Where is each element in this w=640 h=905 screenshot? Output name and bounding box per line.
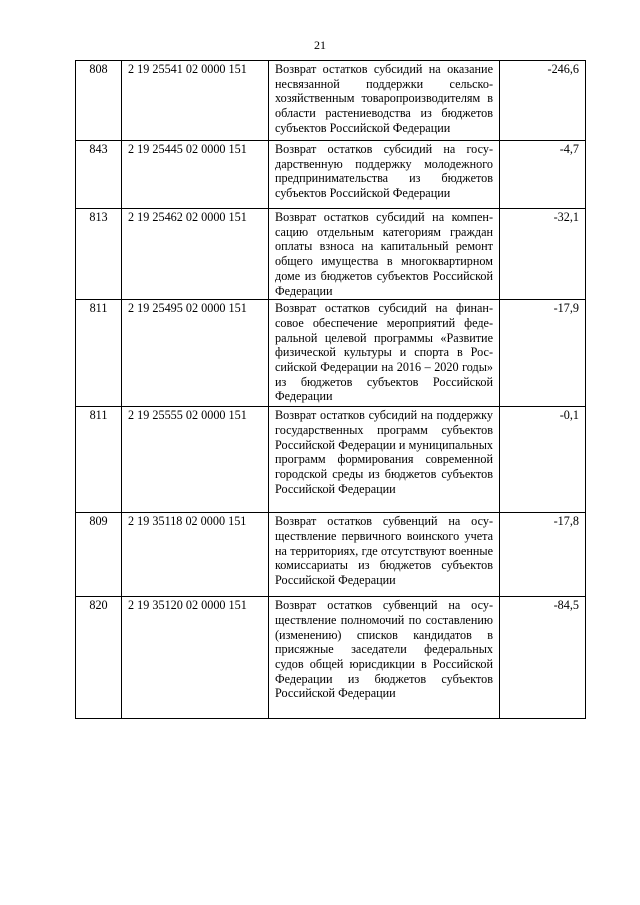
- table-row: [76, 61, 586, 141]
- budget-classification-code-cell: 2 19 25445 02 0000 151: [122, 141, 269, 209]
- budget-classification-code-cell: 2 19 25555 02 0000 151: [122, 407, 269, 513]
- table-row: [76, 300, 586, 407]
- budget-classification-code-cell: 2 19 35118 02 0000 151: [122, 513, 269, 597]
- table-row: [76, 209, 586, 300]
- budget-classification-code-cell: 2 19 25541 02 0000 151: [122, 61, 269, 141]
- budget-classification-code-cell: 2 19 25495 02 0000 151: [122, 300, 269, 407]
- amount-cell: -246,6: [500, 61, 586, 141]
- table-row: [76, 141, 586, 209]
- page-number: 21: [314, 38, 326, 52]
- revenue-name-cell: Возврат остатков субсидий на государственную поддержку молодежного предпринимательства из бюджетов субъектов Российской Федерации: [269, 141, 500, 209]
- admin-code-cell: 843: [76, 141, 122, 209]
- amount-cell: -84,5: [500, 597, 586, 719]
- admin-code-cell: 811: [76, 407, 122, 513]
- budget-classification-code-cell: 2 19 25462 02 0000 151: [122, 209, 269, 300]
- admin-code-cell: 808: [76, 61, 122, 141]
- admin-code-cell: 811: [76, 300, 122, 407]
- table-row: [76, 597, 586, 719]
- budget-table: [75, 60, 586, 719]
- revenue-name-cell: Возврат остатков субсидий на поддержку государственных программ субъектов Российской Федерации и муниципальных программ формирования современной городской среды из бюджетов субъектов Российской Федерации: [269, 407, 500, 513]
- revenue-name-cell: Возврат остатков субвенций на осуществление полномочий по составлению (изменению) списков кандидатов в присяжные заседатели федеральных судов общей юрисдикции в Российской Федерации из бюджетов субъектов Российской Федерации: [269, 597, 500, 719]
- revenue-name-cell: Возврат остатков субсидий на оказание несвязанной поддержки сельскохозяйственным товаропроизводителям в области растениеводства из бюджетов субъектов Российской Федерации: [269, 61, 500, 141]
- revenue-name-cell: Возврат остатков субсидий на финансовое обеспечение мероприятий федеральной целевой программы «Развитие физической культуры и спорта в Российской Федерации на 2016 – 2020 годы» из бюджетов субъектов Российской Федерации: [269, 300, 500, 407]
- revenue-name-cell: Возврат остатков субвенций на осуществление первичного воинского учета на территориях, где отсутствуют военные комиссариаты из бюджетов субъектов Российской Федерации: [269, 513, 500, 597]
- amount-cell: -4,7: [500, 141, 586, 209]
- amount-cell: -17,8: [500, 513, 586, 597]
- admin-code-cell: 820: [76, 597, 122, 719]
- revenue-name-cell: Возврат остатков субсидий на компенсацию отдельным категориям граждан оплаты взноса на капитальный ремонт общего имущества в многоквартирном доме из бюджетов субъектов Российской Федерации: [269, 209, 500, 300]
- amount-cell: -0,1: [500, 407, 586, 513]
- table-row: [76, 407, 586, 513]
- budget-classification-code-cell: 2 19 35120 02 0000 151: [122, 597, 269, 719]
- admin-code-cell: 813: [76, 209, 122, 300]
- amount-cell: -17,9: [500, 300, 586, 407]
- amount-cell: -32,1: [500, 209, 586, 300]
- admin-code-cell: 809: [76, 513, 122, 597]
- table-row: [76, 513, 586, 597]
